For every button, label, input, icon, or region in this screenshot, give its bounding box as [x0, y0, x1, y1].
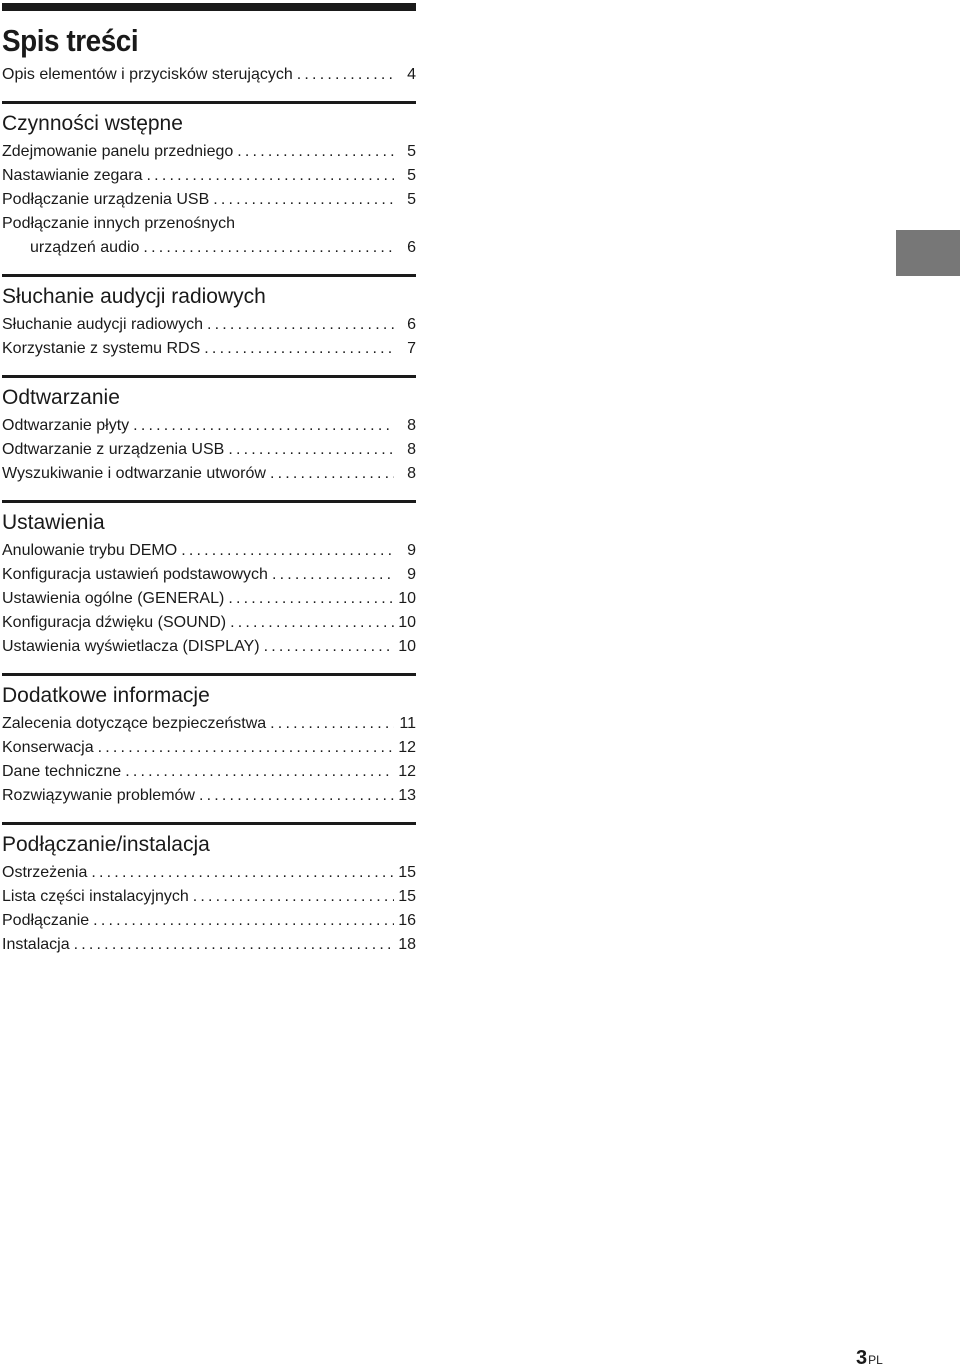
section-rule [2, 500, 416, 503]
section-settings [2, 500, 416, 659]
toc-entry[interactable] [2, 712, 416, 736]
toc-entry-label: Instalacja [2, 936, 70, 953]
toc-entry-label: Ustawienia wyświetlacza (DISPLAY) [2, 638, 260, 655]
toc-entry-label-line1[interactable]: Podłączanie innych przenośnych [2, 215, 236, 232]
toc-entry-page: 8 [407, 441, 416, 458]
leader-dots [74, 933, 394, 957]
toc-entry-page: 10 [398, 590, 416, 607]
toc-entry[interactable] [2, 164, 416, 188]
toc-entry-page: 18 [398, 936, 416, 953]
toc-entry-page: 16 [398, 912, 416, 929]
toc-entry-label: Odtwarzanie z urządzenia USB [2, 441, 225, 458]
leader-dots [133, 414, 394, 438]
toc-entry-label: Dane techniczne [2, 763, 122, 780]
toc-entry[interactable] [2, 563, 416, 587]
section-heading: Ustawienia [2, 511, 105, 534]
toc-entry[interactable] [2, 760, 416, 784]
toc-entry-label: Konserwacja [2, 739, 94, 756]
section-rule [2, 274, 416, 277]
toc-entry[interactable] [2, 337, 416, 361]
toc-entry-page: 15 [398, 888, 416, 905]
toc-entry[interactable] [2, 909, 416, 933]
toc-entry-label: Lista części instalacyjnych [2, 888, 189, 905]
section-rule [2, 673, 416, 676]
toc-entry-page: 9 [407, 542, 416, 559]
toc-entry-page: 11 [399, 715, 416, 732]
toc-entry-page: 8 [407, 465, 416, 482]
toc-entry-page: 4 [407, 66, 416, 83]
toc-entry-page: 12 [398, 739, 416, 756]
toc-entry[interactable] [2, 140, 416, 164]
section-getting-started [2, 101, 416, 260]
leader-dots [143, 236, 394, 260]
leader-dots [93, 909, 394, 933]
toc-entry-page: 15 [398, 864, 416, 881]
toc-entry-label: Zdejmowanie panelu przedniego [2, 143, 234, 160]
toc-entry-label: Konfiguracja ustawień podstawowych [2, 566, 268, 583]
toc-entry-controls[interactable] [2, 63, 416, 87]
section-additional [2, 673, 416, 808]
section-rule [2, 375, 416, 378]
toc-entry[interactable] [2, 933, 416, 957]
section-installation [2, 822, 416, 957]
toc-entry[interactable] [2, 587, 416, 611]
leader-dots [228, 438, 394, 462]
leader-dots [199, 784, 394, 808]
toc-entry[interactable] [2, 438, 416, 462]
toc-entry-page: 10 [398, 614, 416, 631]
leader-dots [270, 462, 394, 486]
toc-entry[interactable] [2, 885, 416, 909]
toc-entry-label: Podłączanie [2, 912, 90, 929]
toc-entry-page: 6 [407, 239, 416, 256]
page-number-suffix: PL [868, 1353, 883, 1367]
toc-entry-page: 10 [398, 638, 416, 655]
toc-entry-page: 6 [407, 316, 416, 333]
toc-entry-label: Słuchanie audycji radiowych [2, 316, 203, 333]
toc-entry-page: 12 [398, 763, 416, 780]
section-heading: Dodatkowe informacje [2, 684, 210, 707]
toc-entry-page: 7 [407, 340, 416, 357]
toc-entry[interactable] [2, 462, 416, 486]
toc-entry-label: Anulowanie trybu DEMO [2, 542, 178, 559]
leader-dots [264, 635, 394, 659]
toc-entry-label: Ustawienia ogólne (GENERAL) [2, 590, 225, 607]
page-title: Spis treści [2, 23, 139, 58]
leader-dots [204, 337, 394, 361]
toc-entry-page: 5 [407, 191, 416, 208]
toc-entry[interactable] [2, 188, 416, 212]
section-heading: Słuchanie audycji radiowych [2, 285, 266, 308]
leader-dots [207, 313, 394, 337]
leader-dots [147, 164, 394, 188]
leader-dots [125, 760, 394, 784]
toc-entry[interactable] [2, 784, 416, 808]
toc-entry[interactable] [2, 861, 416, 885]
toc-entry-label-line2: urządzeń audio [30, 239, 140, 256]
leader-dots [230, 611, 394, 635]
leader-dots [297, 63, 394, 87]
toc-entry-page: 8 [407, 417, 416, 434]
toc-entry-page: 13 [398, 787, 416, 804]
toc-entry[interactable] [2, 539, 416, 563]
toc-entry-label: Ostrzeżenia [2, 864, 88, 881]
top-rule [2, 3, 416, 11]
toc-entry-page: 5 [407, 143, 416, 160]
toc-entry-label: Odtwarzanie płyty [2, 417, 130, 434]
toc-entry[interactable] [2, 611, 416, 635]
section-playback [2, 375, 416, 486]
toc-entry-label: Wyszukiwanie i odtwarzanie utworów [2, 465, 266, 482]
chapter-side-tab [896, 230, 960, 276]
section-heading: Podłączanie/instalacja [2, 833, 210, 856]
toc-entry-page: 9 [407, 566, 416, 583]
leader-dots [228, 587, 394, 611]
toc-entry-label: Rozwiązywanie problemów [2, 787, 195, 804]
page-number-value: 3 [856, 1347, 868, 1369]
section-heading: Odtwarzanie [2, 386, 120, 409]
leader-dots [98, 736, 394, 760]
table-of-contents [2, 3, 416, 957]
section-heading: Czynności wstępne [2, 112, 183, 135]
page-number [856, 1346, 883, 1372]
toc-entry-label: Korzystanie z systemu RDS [2, 340, 201, 357]
toc-entry[interactable] [2, 313, 416, 337]
leader-dots [91, 861, 394, 885]
toc-entry-label: Opis elementów i przycisków sterujących [2, 66, 293, 83]
toc-entry-page: 5 [407, 167, 416, 184]
toc-entry[interactable] [2, 635, 416, 659]
toc-entry-label: Konfiguracja dźwięku (SOUND) [2, 614, 227, 631]
leader-dots [193, 885, 394, 909]
toc-entry[interactable] [2, 736, 416, 760]
section-rule [2, 822, 416, 825]
section-rule [2, 101, 416, 104]
toc-entry[interactable] [2, 414, 416, 438]
leader-dots [237, 140, 394, 164]
section-radio [2, 274, 416, 361]
toc-entry-label: Podłączanie urządzenia USB [2, 191, 210, 208]
leader-dots [181, 539, 394, 563]
leader-dots [213, 188, 394, 212]
leader-dots [270, 712, 394, 736]
leader-dots [272, 563, 394, 587]
toc-entry-label: Zalecenia dotyczące bezpieczeństwa [2, 715, 267, 732]
toc-entry[interactable] [2, 236, 416, 260]
toc-entry-label: Nastawianie zegara [2, 167, 143, 184]
